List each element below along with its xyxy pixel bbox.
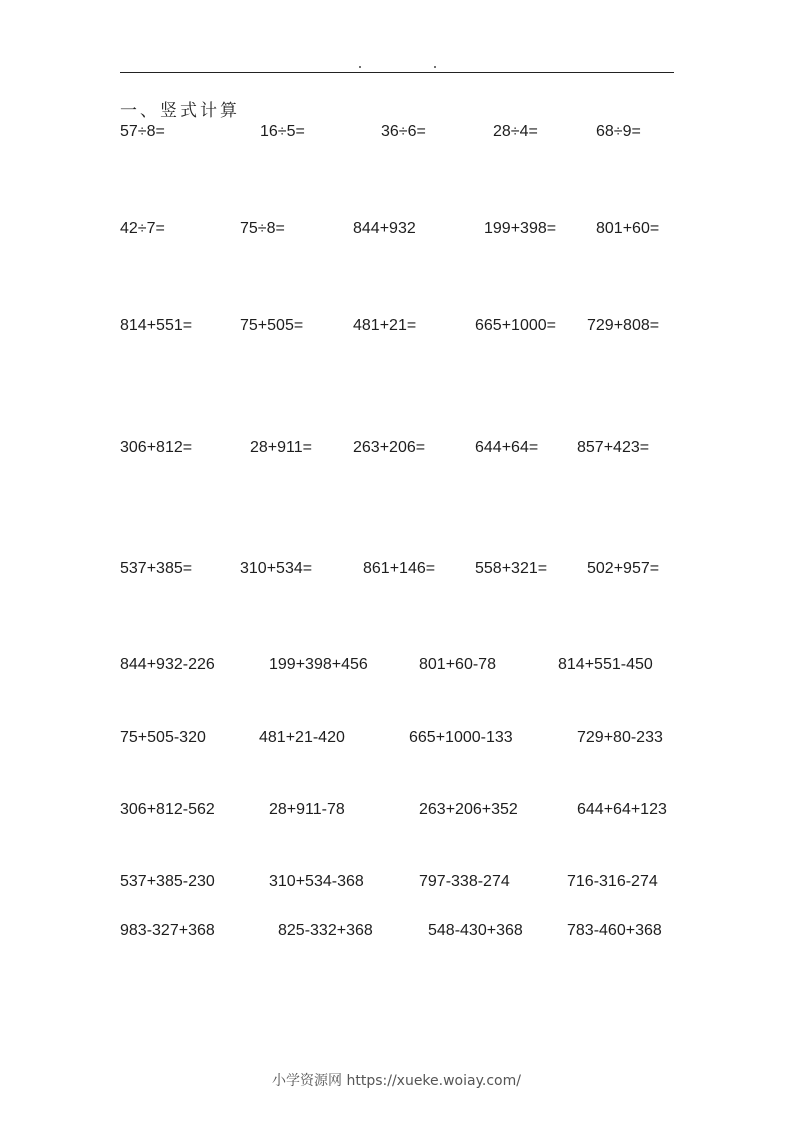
math-problem: 983-327+368 bbox=[120, 922, 215, 939]
math-problem: 801+60-78 bbox=[419, 656, 496, 673]
math-problem: 42÷7= bbox=[120, 220, 165, 237]
section-title: 一、竖式计算 bbox=[120, 101, 240, 121]
math-problem: 263+206+352 bbox=[419, 801, 518, 818]
header-dot bbox=[434, 66, 436, 68]
math-problem: 844+932-226 bbox=[120, 656, 215, 673]
math-problem: 75+505= bbox=[240, 317, 304, 334]
math-problem: 481+21= bbox=[353, 317, 417, 334]
math-problem: 665+1000= bbox=[475, 317, 556, 334]
math-problem: 548-430+368 bbox=[428, 922, 523, 939]
math-problem: 310+534-368 bbox=[269, 873, 364, 890]
math-problem: 306+812-562 bbox=[120, 801, 215, 818]
math-problem: 644+64+123 bbox=[577, 801, 667, 818]
math-problem: 783-460+368 bbox=[567, 922, 662, 939]
math-problem: 36÷6= bbox=[381, 123, 426, 140]
math-problem: 558+321= bbox=[475, 560, 548, 577]
math-problem: 814+551= bbox=[120, 317, 193, 334]
math-problem: 28+911= bbox=[250, 439, 312, 456]
math-problem: 68÷9= bbox=[596, 123, 641, 140]
math-problem: 199+398+456 bbox=[269, 656, 368, 673]
math-problem: 825-332+368 bbox=[278, 922, 373, 939]
math-problem: 16÷5= bbox=[260, 123, 305, 140]
math-problem: 310+534= bbox=[240, 560, 313, 577]
math-problem: 481+21-420 bbox=[259, 729, 345, 746]
math-problem: 28+911-78 bbox=[269, 801, 345, 818]
math-problem: 665+1000-133 bbox=[409, 729, 513, 746]
math-problem: 729+808= bbox=[587, 317, 660, 334]
footer-watermark: 小学资源网 https://xueke.woiay.com/ bbox=[272, 1073, 521, 1089]
math-problem: 57÷8= bbox=[120, 123, 165, 140]
math-problem: 801+60= bbox=[596, 220, 660, 237]
math-problem: 716-316-274 bbox=[567, 873, 658, 890]
math-problem: 199+398= bbox=[484, 220, 557, 237]
math-problem: 502+957= bbox=[587, 560, 660, 577]
math-problem: 797-338-274 bbox=[419, 873, 510, 890]
math-problem: 729+80-233 bbox=[577, 729, 663, 746]
math-problem: 537+385= bbox=[120, 560, 193, 577]
math-problem: 861+146= bbox=[363, 560, 436, 577]
math-problem: 75+505-320 bbox=[120, 729, 206, 746]
math-problem: 75÷8= bbox=[240, 220, 285, 237]
math-problem: 28÷4= bbox=[493, 123, 538, 140]
math-problem: 644+64= bbox=[475, 439, 539, 456]
math-problem: 857+423= bbox=[577, 439, 650, 456]
math-problem: 306+812= bbox=[120, 439, 193, 456]
math-problem: 537+385-230 bbox=[120, 873, 215, 890]
header-rule bbox=[120, 72, 674, 73]
header-dot bbox=[359, 66, 361, 68]
math-problem: 844+932 bbox=[353, 220, 416, 237]
math-problem: 263+206= bbox=[353, 439, 426, 456]
math-problem: 814+551-450 bbox=[558, 656, 653, 673]
